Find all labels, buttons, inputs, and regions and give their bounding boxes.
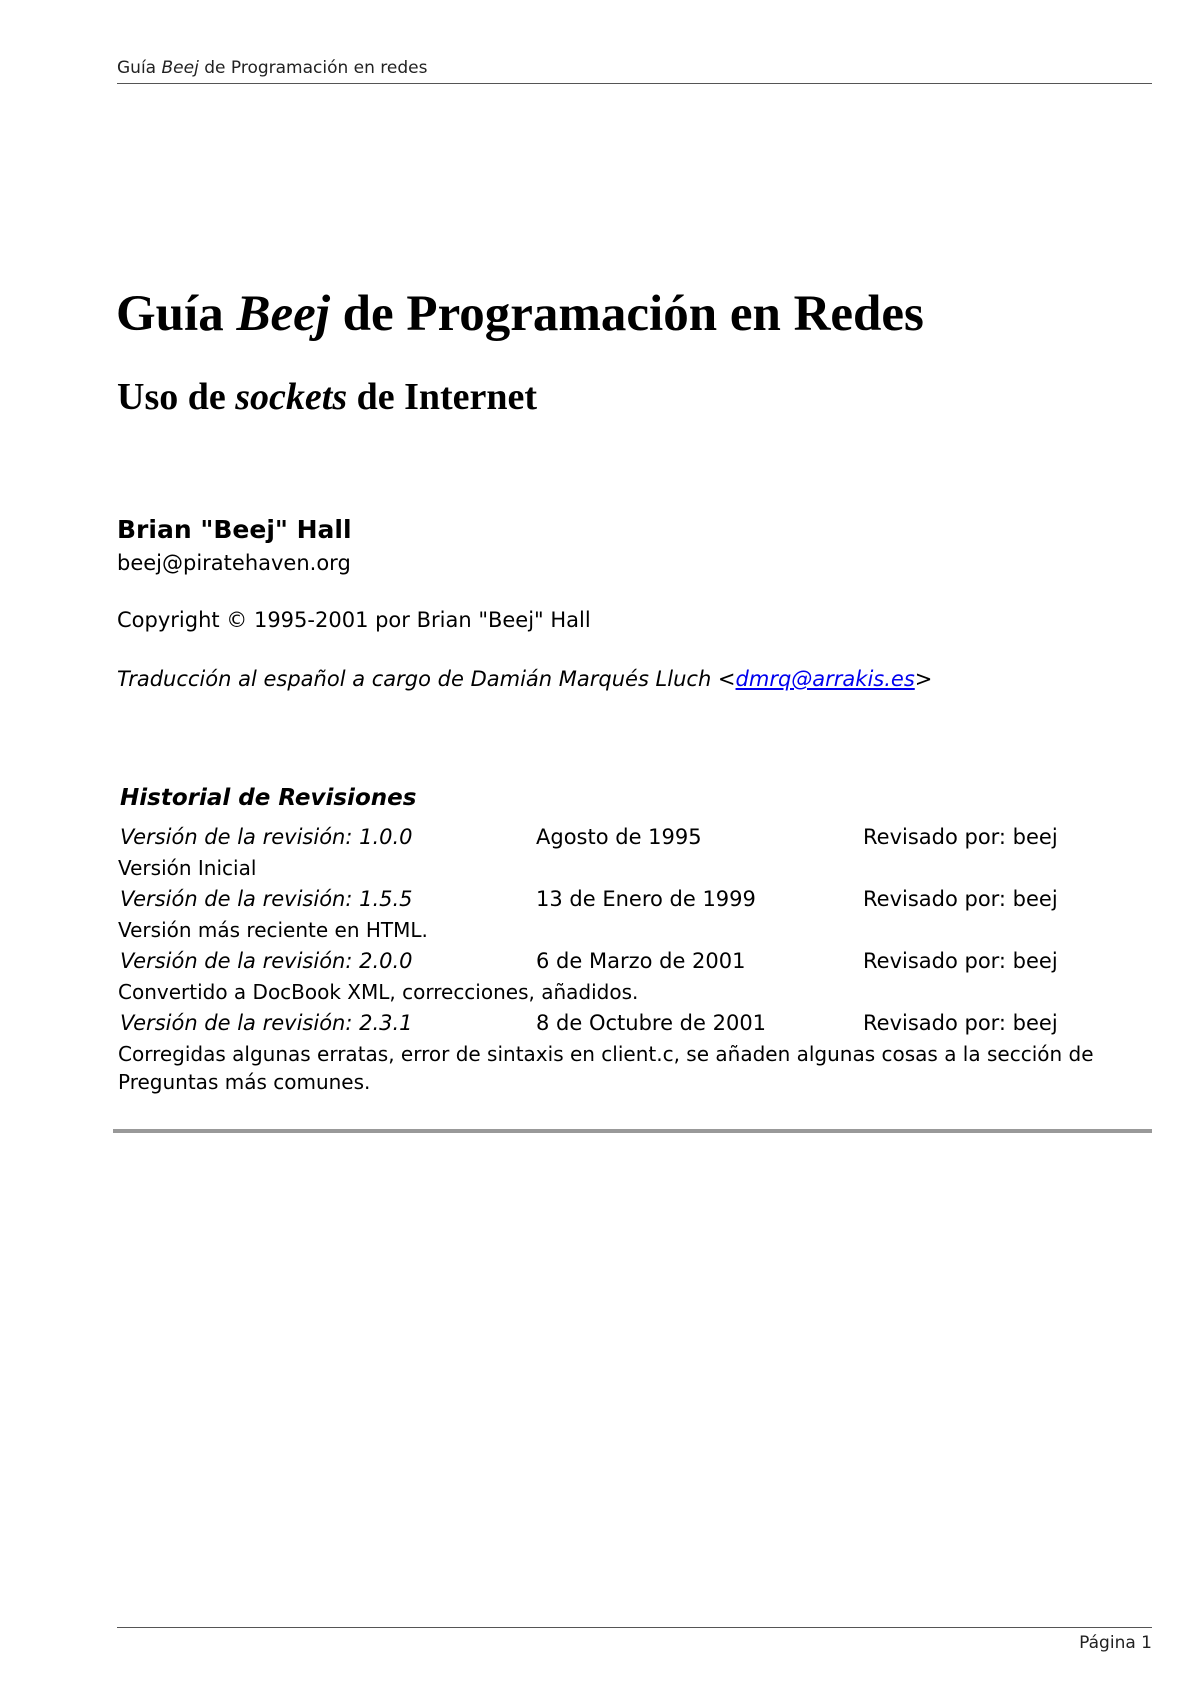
translation-credit — [117, 667, 932, 691]
revision-date: Agosto de 1995 — [536, 825, 702, 849]
revision-note: Versión Inicial — [118, 856, 257, 880]
revision-row — [118, 1006, 1118, 1040]
revision-version: Versión de la revisión: 1.0.0 — [120, 825, 413, 849]
revision-version: Versión de la revisión: 2.0.0 — [120, 949, 413, 973]
revision-author: Revisado por: beej — [863, 825, 1058, 849]
revision-note: Corregidas algunas erratas, error de sintaxis en client.c, se añaden algunas cosas a la sección de Preguntas más comunes. — [118, 1042, 1094, 1094]
header-suffix: de Programación en redes — [204, 58, 428, 78]
translation-suffix: > — [914, 667, 933, 691]
author-name: Brian "Beej" Hall — [117, 515, 352, 544]
header-prefix: Guía — [117, 58, 157, 78]
title-italic: Beej — [236, 286, 330, 342]
footer-divider — [117, 1627, 1152, 1628]
revision-version: Versión de la revisión: 1.5.5 — [120, 887, 413, 911]
revision-author: Revisado por: beej — [863, 949, 1058, 973]
revision-row — [118, 944, 1118, 978]
revision-author: Revisado por: beej — [863, 1011, 1058, 1035]
document-subtitle — [117, 375, 537, 419]
title-prefix: Guía — [116, 286, 224, 342]
copyright-notice: Copyright © 1995-2001 por Brian "Beej" Hall — [117, 608, 591, 632]
subtitle-prefix: Uso de — [117, 376, 226, 418]
header-italic: Beej — [161, 58, 199, 78]
title-suffix: de Programación en Redes — [342, 286, 924, 342]
revision-note: Convertido a DocBook XML, correcciones, añadidos. — [118, 980, 639, 1004]
revision-divider — [113, 1129, 1152, 1133]
page-number: Página 1 — [1079, 1633, 1152, 1653]
revision-author: Revisado por: beej — [863, 887, 1058, 911]
revision-date: 8 de Octubre de 2001 — [536, 1011, 767, 1035]
revision-date: 13 de Enero de 1999 — [536, 887, 756, 911]
subtitle-italic: sockets — [235, 376, 348, 418]
subtitle-suffix: de Internet — [356, 376, 538, 418]
revision-note: Versión más reciente en HTML. — [118, 918, 428, 942]
translation-text: Traducción al español a cargo de Damián Marqués Lluch < — [117, 667, 736, 691]
revision-history-table — [118, 820, 1118, 1096]
revision-history-heading: Historial de Revisiones — [120, 785, 417, 811]
revision-row — [118, 882, 1118, 916]
author-email: beej@piratehaven.org — [117, 551, 351, 575]
revision-date: 6 de Marzo de 2001 — [536, 949, 746, 973]
document-title — [116, 285, 924, 343]
revision-row — [118, 820, 1118, 854]
translator-email-link[interactable]: dmrq@arrakis.es — [735, 667, 915, 691]
revision-version: Versión de la revisión: 2.3.1 — [120, 1011, 413, 1035]
running-header — [117, 58, 1152, 84]
